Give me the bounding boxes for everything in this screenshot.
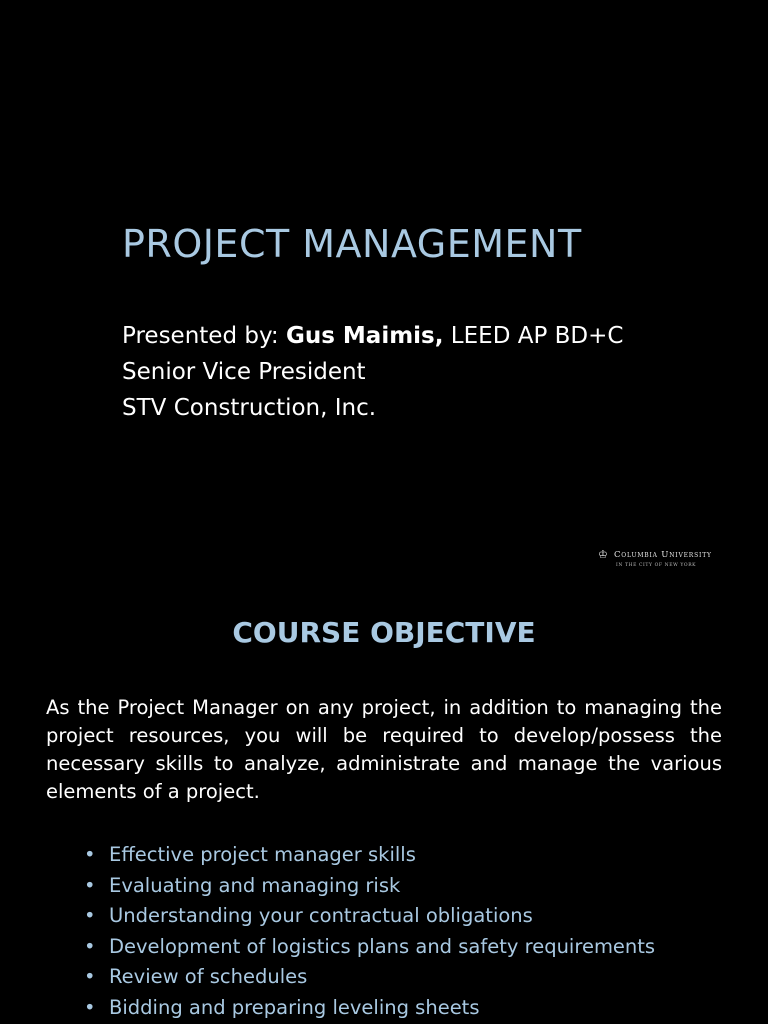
list-item: [84, 962, 655, 993]
presenter-company: STV Construction, Inc.: [122, 395, 377, 421]
bullet-icon: •: [84, 934, 96, 958]
list-item: [84, 901, 655, 932]
presenter-block: [122, 318, 623, 426]
list-item: [84, 993, 655, 1024]
presenter-line: [122, 318, 623, 354]
bullet-icon: •: [84, 843, 96, 866]
presenter-role: Senior Vice President: [122, 359, 366, 385]
list-item-text: Development of logistics plans and safety requirements: [109, 934, 656, 958]
section-heading: COURSE OBJECTIVE: [232, 616, 536, 649]
page-title: PROJECT MANAGEMENT: [122, 222, 582, 266]
list-item-text: Bidding and preparing leveling sheets: [109, 995, 480, 1019]
objective-list: [84, 840, 655, 1023]
slide-course-objective: [0, 590, 768, 1024]
logo-name: Columbia University: [614, 550, 712, 560]
list-item-text: Understanding your contractual obligations: [109, 904, 533, 927]
presenter-prefix: Presented by:: [122, 323, 286, 349]
bullet-icon: •: [84, 904, 96, 927]
bullet-icon: •: [84, 873, 96, 897]
list-item: [84, 871, 655, 902]
objective-paragraph: As the Project Manager on any project, in addition to managing the project resources, you will be required to develop/possess the necessary skills to analyze, administrate and manage the various elements of a project.: [46, 696, 722, 803]
list-item-text: Evaluating and managing risk: [109, 873, 401, 897]
logo-subtitle: IN THE CITY OF NEW YORK: [616, 563, 697, 568]
bullet-icon: •: [84, 965, 96, 988]
presenter-name: Gus Maimis,: [285, 323, 444, 349]
presenter-credentials: LEED AP BD+C: [443, 323, 624, 349]
list-item: [84, 840, 655, 871]
columbia-logo: [598, 548, 738, 574]
list-item-text: Effective project manager skills: [109, 843, 416, 866]
list-item: [84, 932, 655, 963]
list-item-text: Review of schedules: [109, 965, 308, 988]
crown-icon: ♔: [598, 548, 608, 561]
bullet-icon: •: [84, 995, 96, 1019]
